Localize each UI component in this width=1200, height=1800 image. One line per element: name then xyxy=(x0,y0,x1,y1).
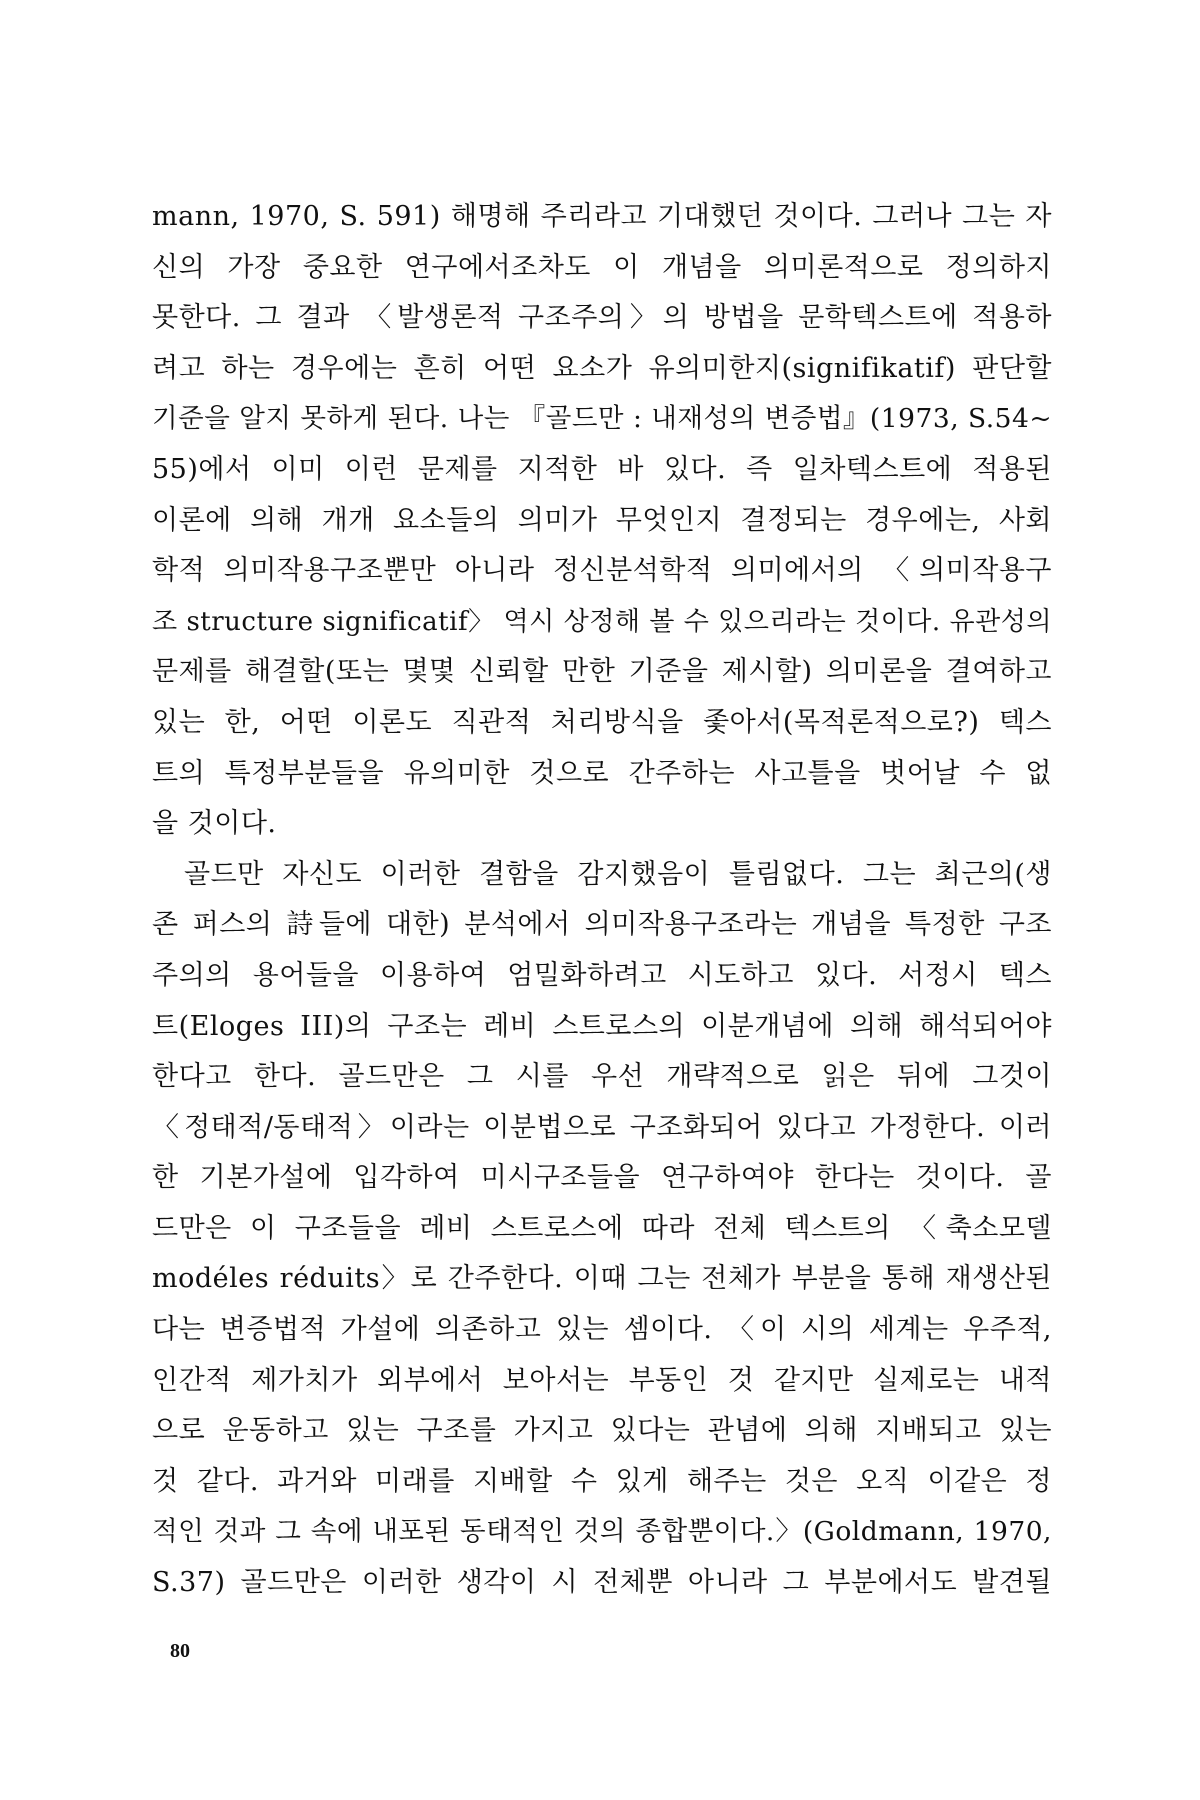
text-line-28: S.37) 골드만은 이러한 생각이 시 전체뿐 아니라 그 부분에서도 발견될 xyxy=(152,1567,1052,1599)
text-line-27: 적인 것과 그 속에 내포된 동태적인 것의 종합뿐이다.〉(Goldmann, 1970, xyxy=(152,1516,1052,1548)
text-line-1: mann, 1970, S. 591) 해명해 주리라고 기대했던 것이다. 그러나 그는 자 xyxy=(152,201,1052,232)
text-line-14: 골드만 자신도 이러한 결함을 감지했음이 틀림없다. 그는 최근의(생 xyxy=(184,858,1052,890)
text-line-9: 조 structure significatif〉 역시 상정해 볼 수 있으리라는 것이다. 유관성의 xyxy=(152,606,1052,637)
text-line-22: modéles réduits〉로 간주한다. 이때 그는 전체가 부분을 통해 재생산된 xyxy=(152,1263,1052,1295)
text-line-8: 학적 의미작용구조뿐만 아니라 정신분석학적 의미에서의 〈의미작용구 xyxy=(152,555,1052,587)
page-number: 80 xyxy=(170,1640,190,1662)
text-line-2: 신의 가장 중요한 연구에서조차도 이 개념을 의미론적으로 정의하지 xyxy=(152,251,1052,283)
text-line-23: 다는 변증법적 가설에 의존하고 있는 셈이다. 〈이 시의 세계는 우주적, xyxy=(152,1314,1052,1346)
text-line-7: 이론에 의해 개개 요소들의 의미가 무엇인지 결정되는 경우에는, 사회 xyxy=(152,504,1052,536)
text-line-17: 트(Eloges III)의 구조는 레비 스트로스의 이분개념에 의해 해석되어야 xyxy=(152,1010,1052,1042)
text-line-6: 55)에서 이미 이런 문제를 지적한 바 있다. 즉 일차텍스트에 적용된 xyxy=(152,453,1052,485)
text-line-5: 기준을 알지 못하게 된다. 나는 『골드만 : 내재성의 변증법』(1973, S.54~ xyxy=(152,403,1053,435)
text-line-25: 으로 운동하고 있는 구조를 가지고 있다는 관념에 의해 지배되고 있는 xyxy=(152,1415,1052,1447)
text-line-24: 인간적 제가치가 외부에서 보아서는 부동인 것 같지만 실제로는 내적 xyxy=(152,1364,1052,1396)
text-line-13: 을 것이다. xyxy=(152,808,277,840)
text-line-26: 것 같다. 과거와 미래를 지배할 수 있게 해주는 것은 오직 이같은 정 xyxy=(152,1465,1052,1497)
text-line-16: 주의의 용어들을 이용하여 엄밀화하려고 시도하고 있다. 서정시 텍스 xyxy=(152,959,1052,991)
text-line-19: 〈정태적/동태적〉이라는 이분법으로 구조화되어 있다고 가정한다. 이러 xyxy=(152,1111,1052,1143)
text-line-4: 려고 하는 경우에는 흔히 어떤 요소가 유의미한지(signifikatif) 판단할 xyxy=(152,352,1052,384)
text-line-12: 트의 특정부분들을 유의미한 것으로 간주하는 사고틀을 벗어날 수 없 xyxy=(152,757,1052,789)
text-line-3: 못한다. 그 결과 〈발생론적 구조주의〉의 방법을 문학텍스트에 적용하 xyxy=(152,302,1052,334)
body-text xyxy=(152,192,1052,1609)
text-line-11: 있는 한, 어떤 이론도 직관적 처리방식을 좇아서(목적론적으로?) 텍스 xyxy=(152,706,1052,738)
text-line-10: 문제를 해결할(또는 몇몇 신뢰할 만한 기준을 제시할) 의미론을 결여하고 xyxy=(152,656,1052,688)
text-line-18: 한다고 한다. 골드만은 그 시를 우선 개략적으로 읽은 뒤에 그것이 xyxy=(152,1061,1052,1093)
text-line-21: 드만은 이 구조들을 레비 스트로스에 따라 전체 텍스트의 〈축소모델 xyxy=(152,1212,1052,1244)
text-line-15: 존 퍼스의 詩들에 대한) 분석에서 의미작용구조라는 개념을 특정한 구조 xyxy=(152,909,1052,941)
text-line-20: 한 기본가설에 입각하여 미시구조들을 연구하여야 한다는 것이다. 골 xyxy=(152,1162,1052,1194)
